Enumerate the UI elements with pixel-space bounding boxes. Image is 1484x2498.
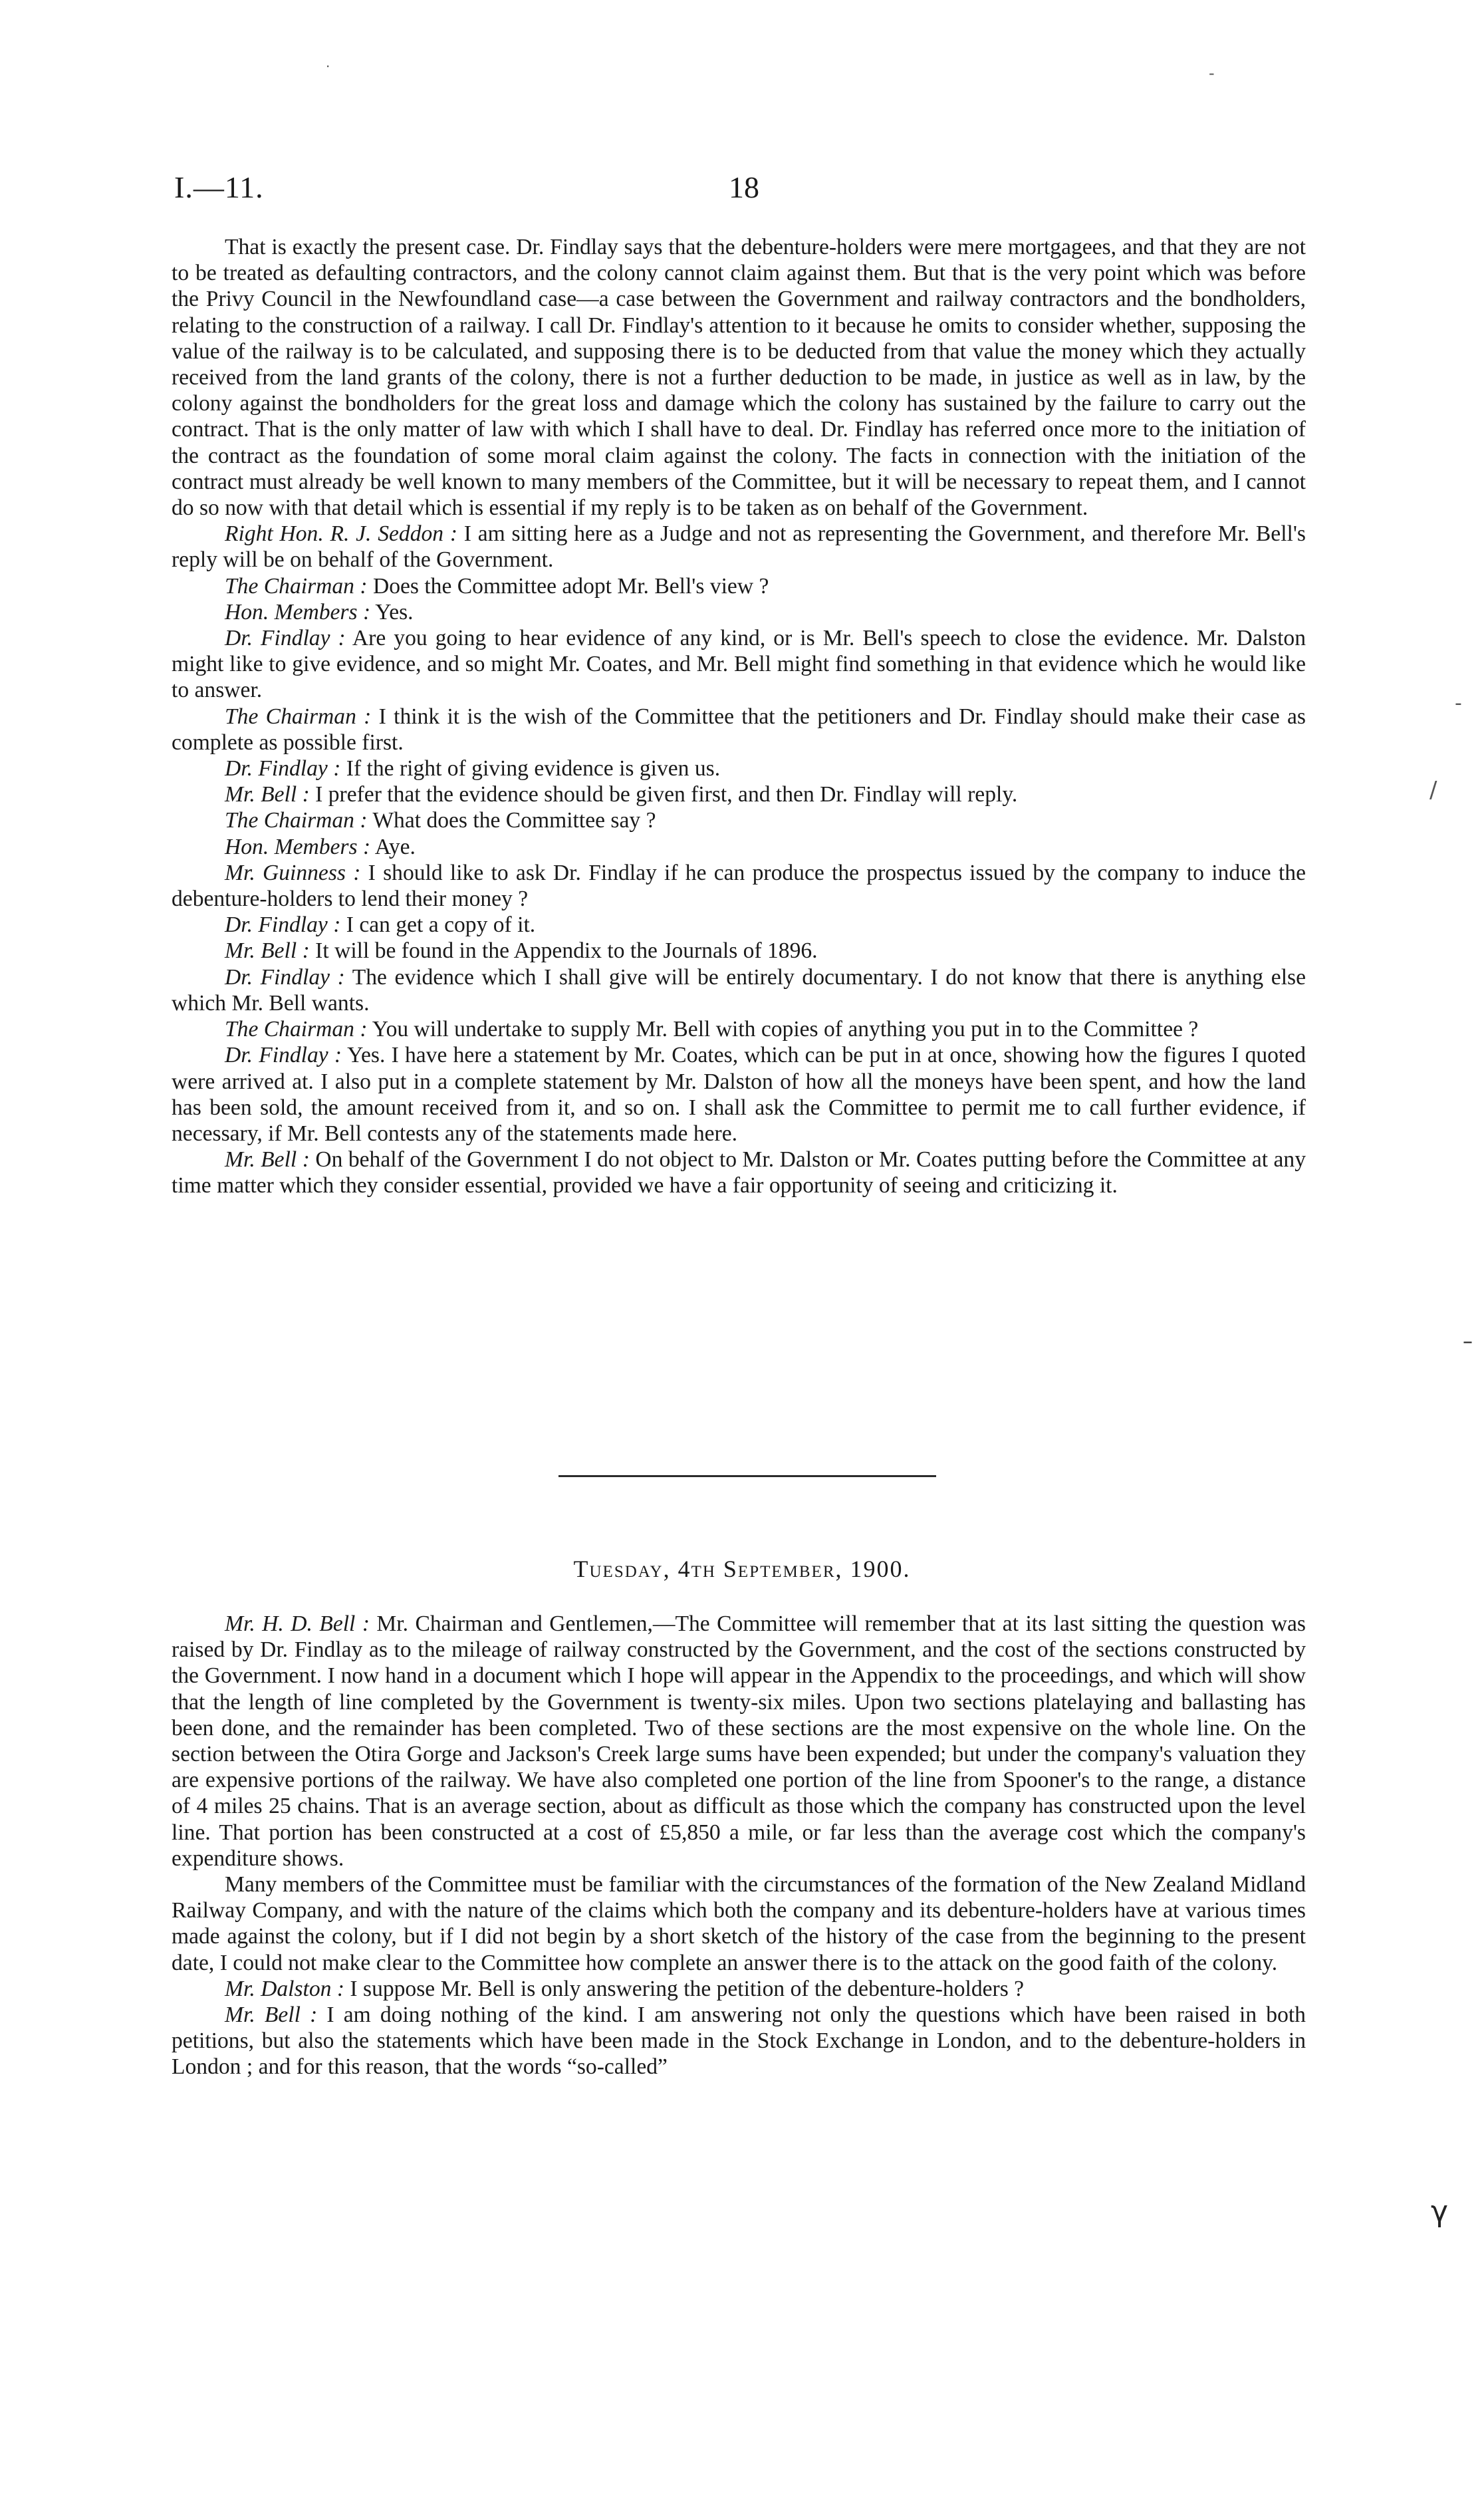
- paragraph-text: On behalf of the Government I do not object to Mr. Dalston or Mr. Coates putting before the Committee at any time matter which they consider essential, provided we have a fair opportunity of seeing and criticizing it.: [172, 1147, 1306, 1198]
- paragraph-text: I suppose Mr. Bell is only answering the petition of the debenture-holders ?: [344, 1976, 1025, 2001]
- paragraph-text: Yes. I have here a statement by Mr. Coates, which can be put in at once, showing how the figures I quoted were arrived at. I also put in a complete statement by Mr. Dalston of how all the moneys have been spent, and how the land has been sold, the amount received from it, and so on. I shall ask the Committee to permit me to call further evidence, if necessary, if Mr. Bell contests any of the statements made here.: [172, 1043, 1306, 1146]
- document-reference: I.—11.: [174, 170, 264, 204]
- minutes-paragraph: [172, 1872, 1306, 1976]
- page-number: 18: [729, 170, 759, 204]
- paragraph-text: The evidence which I shall give will be entirely documentary. I do not know that there is anything else which Mr. Bell wants.: [172, 964, 1306, 1016]
- paragraph-text: I prefer that the evidence should be given first, and then Dr. Findlay will reply.: [309, 782, 1018, 807]
- speaker-name: Hon. Members :: [225, 599, 371, 624]
- speaker-name: Dr. Findlay :: [225, 626, 346, 651]
- minutes-paragraph: [172, 834, 1306, 860]
- paragraph-text: What does the Committee say ?: [367, 808, 656, 833]
- scan-mark: ‐: [1209, 64, 1215, 82]
- minutes-paragraph: [172, 1147, 1306, 1198]
- minutes-paragraph: [172, 2002, 1306, 2080]
- speaker-name: Mr. Guinness :: [225, 860, 361, 885]
- paragraph-text: That is exactly the present case. Dr. Findlay says that the debenture-holders were mere mortgagees, and that they are not to be treated as defaulting contractors, and the colony cannot claim against them. But that is the very point which was before the Privy Council in the Newfoundland case—a case between the Government and railway contractors and the bondholders, relating to the construction of a railway. I call Dr. Findlay's attention to it because he omits to consider whether, supposing the value of the railway is to be calculated, and supposing there is to be deducted from that value the money which they actually received from the land grants of the colony, there is not a further deduction to be made, in justice as well as in law, by the colony against the bondholders for the great loss and damage which the colony has sustained by the failure to carry out the contract. That is the only matter of law with which I shall have to deal. Dr. Findlay has referred once more to the initiation of the contract as the foundation of some moral claim against the colony. The facts in connection with the initiation of the contract must already be well known to many members of the Committee, but it will be necessary to repeat them, and I cannot do so now with that detail which is essential if my reply is to be taken as on behalf of the Government.: [172, 235, 1306, 521]
- scan-mark: /: [1429, 777, 1437, 803]
- speaker-name: Mr. Bell :: [225, 2003, 318, 2028]
- minutes-paragraph: [172, 1016, 1306, 1042]
- paragraph-text: Aye.: [370, 834, 416, 859]
- paragraph-text: I am sitting here as a Judge and not as representing the Government, and therefore Mr. Bell's reply will be on behalf of the Government.: [172, 521, 1306, 573]
- minutes-paragraph: [172, 807, 1306, 833]
- speaker-name: Dr. Findlay :: [225, 964, 345, 990]
- paragraph-text: Many members of the Committee must be familiar with the circumstances of the formation of the New Zealand Midland Railway Company, and with the nature of the claims which both the company and its debenture-holders have at various times made against the colony, but if I did not begin by a short sketch of the history of the case from the beginning to the present date, I could not make clear to the Committee how complete an answer there is to the attack on the good faith of the colony.: [172, 1872, 1306, 1975]
- minutes-paragraph: [172, 234, 1306, 521]
- minutes-paragraph: [172, 781, 1306, 807]
- speaker-name: Mr. Bell :: [225, 1147, 310, 1173]
- paragraph-text: Does the Committee adopt Mr. Bell's view ?: [367, 573, 769, 599]
- speaker-name: The Chairman :: [225, 808, 368, 833]
- speaker-name: The Chairman :: [225, 573, 368, 599]
- speaker-name: Dr. Findlay :: [225, 912, 341, 938]
- minutes-paragraph: [172, 704, 1306, 756]
- speaker-name: Mr. Dalston :: [225, 1976, 345, 2001]
- minutes-paragraph: [172, 625, 1306, 704]
- scan-mark: –: [1463, 1330, 1473, 1353]
- paragraph-text: I am doing nothing of the kind. I am answering not only the questions which have been raised in both petitions, but also the statements which have been made in the Stock Exchange in London, and to the debenture-holders in London ; and for this reason, that the words “so-called”: [172, 2003, 1306, 2080]
- minutes-paragraph: [172, 573, 1306, 599]
- paragraph-text: I think it is the wish of the Committee that the petitioners and Dr. Findlay should make their case as complete as possible first.: [172, 704, 1306, 755]
- minutes-paragraph: [172, 1611, 1306, 1872]
- speaker-name: Hon. Members :: [225, 834, 371, 859]
- paragraph-text: It will be found in the Appendix to the Journals of 1896.: [309, 938, 818, 964]
- minutes-paragraph: [172, 1976, 1306, 2002]
- minutes-paragraph: [172, 1042, 1306, 1147]
- speaker-name: Right Hon. R. J. Seddon :: [225, 521, 458, 547]
- minutes-paragraph: [172, 860, 1306, 912]
- paragraph-text: If the right of giving evidence is given us.: [340, 756, 721, 781]
- scan-mark: γ: [1431, 2195, 1449, 2229]
- speaker-name: The Chairman :: [225, 1017, 368, 1042]
- date-heading: Tuesday, 4th September, 1900.: [573, 1556, 911, 1582]
- paragraph-text: I can get a copy of it.: [340, 912, 536, 938]
- minutes-paragraph: [172, 521, 1306, 573]
- paragraph-text: You will undertake to supply Mr. Bell with copies of anything you put in to the Committee ?: [367, 1017, 1199, 1042]
- speaker-name: Dr. Findlay :: [225, 756, 341, 781]
- section-divider: [558, 1475, 936, 1477]
- scan-mark: ‐: [1455, 692, 1462, 715]
- paragraph-text: Mr. Chairman and Gentlemen,—The Committee will remember that at its last sitting the question was raised by Dr. Findlay as to the mileage of railway constructed by the Government, and the cost of the sections constructed by the Government. I now hand in a document which I hope will appear in the Appendix to the proceedings, and which will show that the length of line completed by the Government is twenty-six miles. Upon two sections platelaying and ballasting has been done, and the remainder has been completed. Two of these sections are the most expensive on the whole line. On the section between the Otira Gorge and Jackson's Creek large sums have been expended; but under the company's valuation they are expensive portions of the railway. We have also completed one portion of the line from Spooner's to the range, a distance of 4 miles 25 chains. That is an average section, about as difficult as those which the company has constructed upon the level line. That portion has been constructed at a cost of £5,850 a mile, or far less than the average cost which the company's expenditure shows.: [172, 1611, 1306, 1871]
- speaker-name: Dr. Findlay :: [225, 1043, 342, 1068]
- speaker-name: Mr. Bell :: [225, 938, 310, 964]
- minutes-paragraph: [172, 599, 1306, 625]
- paragraph-text: I should like to ask Dr. Findlay if he can produce the prospectus issued by the company to induce the debenture-holders to lend their money ?: [172, 860, 1306, 912]
- speaker-name: The Chairman :: [225, 704, 372, 729]
- minutes-section-two: [172, 1611, 1306, 2080]
- minutes-paragraph: [172, 964, 1306, 1016]
- minutes-paragraph: [172, 912, 1306, 938]
- speaker-name: Mr. H. D. Bell :: [225, 1611, 370, 1636]
- scan-mark: ·: [326, 59, 330, 74]
- paragraph-text: Yes.: [370, 599, 414, 624]
- speaker-name: Mr. Bell :: [225, 782, 310, 807]
- minutes-paragraph: [172, 756, 1306, 781]
- minutes-paragraph: [172, 938, 1306, 964]
- minutes-section-one: [172, 234, 1306, 1199]
- paragraph-text: Are you going to hear evidence of any kind, or is Mr. Bell's speech to close the evidence. Mr. Dalston might like to give evidence, and so might Mr. Coates, and Mr. Bell might find something in that evidence which he would like to answer.: [172, 626, 1306, 703]
